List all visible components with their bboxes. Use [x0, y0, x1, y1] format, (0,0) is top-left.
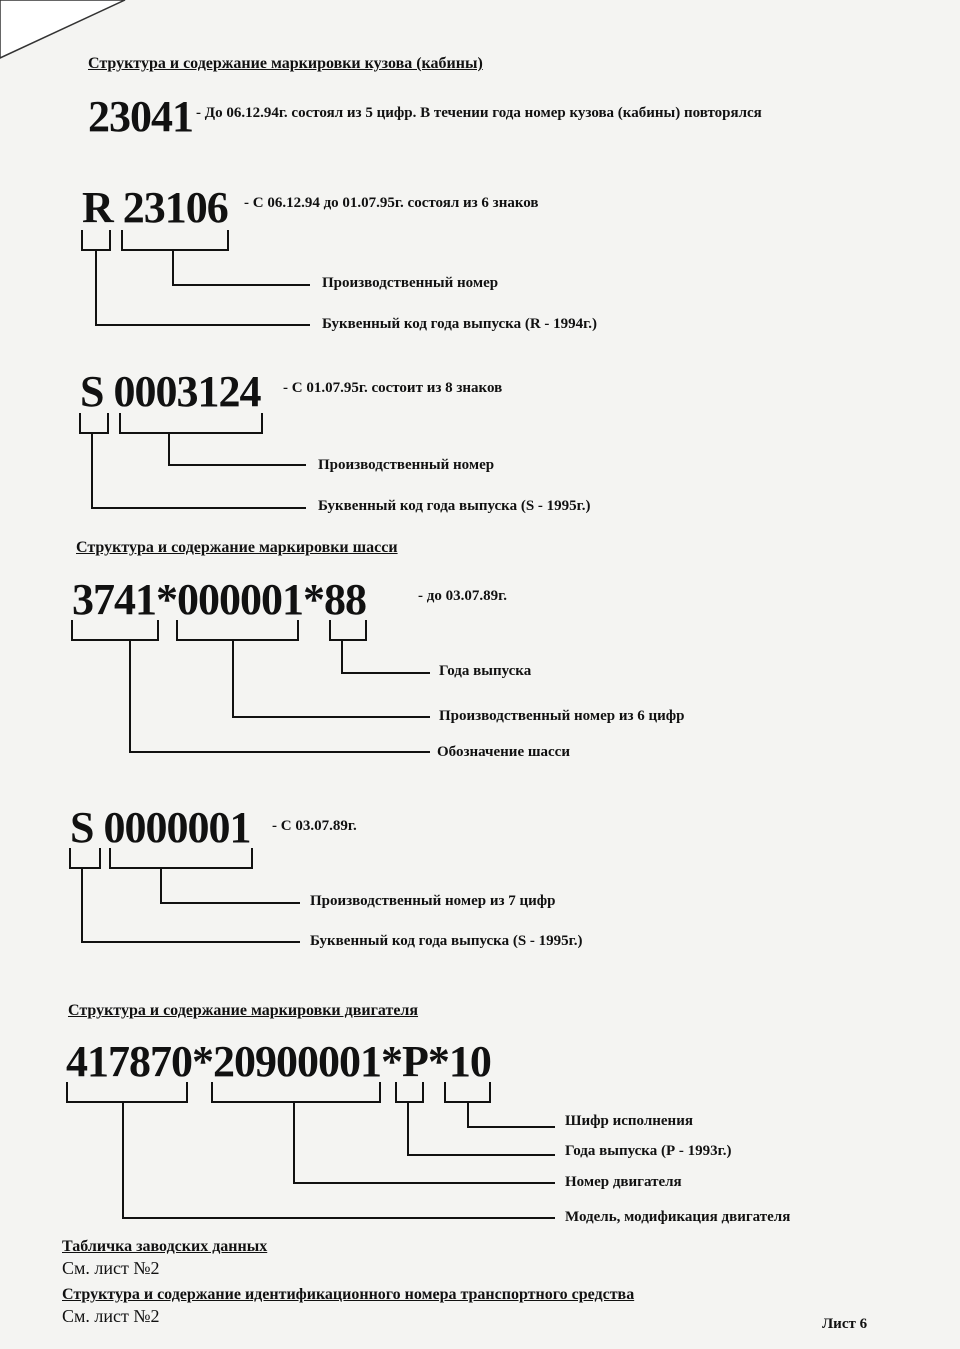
engine-label-3: Номер двигателя	[565, 1174, 682, 1190]
vin-ref: См. лист №2	[62, 1306, 160, 1326]
chassis-label-1c: Обозначение шасси	[437, 744, 570, 760]
body-label-3a: Производственный номер	[318, 457, 495, 473]
body-label-2b: Буквенный код года выпуска (R - 1994г.)	[322, 316, 598, 332]
chassis-note-2: - С 03.07.89г.	[272, 818, 357, 834]
engine-code: 417870*20900001*P*10	[66, 1037, 491, 1086]
body-code-2: R 23106	[82, 183, 228, 232]
engine-marking-title: Структура и содержание маркировки двигателя	[68, 1002, 419, 1019]
vin-title: Структура и содержание идентификационного номера транспортного средства	[62, 1286, 635, 1303]
chassis-label-1a: Года выпуска	[439, 663, 532, 679]
plate-title: Табличка заводских данных	[62, 1238, 268, 1255]
chassis-label-1b: Производственный номер из 6 цифр	[439, 708, 685, 724]
body-label-3b: Буквенный код года выпуска (S - 1995г.)	[318, 498, 591, 514]
body-note-2: - С 06.12.94 до 01.07.95г. состоял из 6 знаков	[244, 195, 539, 211]
engine-label-4: Модель, модификация двигателя	[565, 1209, 791, 1225]
sheet-number: Лист 6	[822, 1316, 868, 1332]
body-label-2a: Производственный номер	[322, 275, 499, 291]
engine-label-2: Года выпуска (Р - 1993г.)	[565, 1143, 732, 1159]
chassis-label-2a: Производственный номер из 7 цифр	[310, 893, 556, 909]
body-note-1: - До 06.12.94г. состоял из 5 цифр. В течении года номер кузова (кабины) повторялся	[196, 105, 762, 121]
plate-ref: См. лист №2	[62, 1258, 160, 1278]
chassis-marking-title: Структура и содержание маркировки шасси	[76, 539, 398, 556]
body-code-1: 23041	[88, 92, 193, 141]
chassis-code-1: 3741*000001*88	[72, 575, 366, 624]
body-marking-title: Структура и содержание маркировки кузова (кабины)	[88, 55, 483, 72]
chassis-note-1: - до 03.07.89г.	[418, 588, 507, 604]
body-note-3: - С 01.07.95г. состоит из 8 знаков	[283, 380, 503, 396]
chassis-label-2b: Буквенный код года выпуска (S - 1995г.)	[310, 933, 583, 949]
body-code-3: S 0003124	[80, 367, 261, 416]
chassis-code-2: S 0000001	[70, 803, 251, 852]
engine-label-1: Шифр исполнения	[565, 1113, 693, 1129]
